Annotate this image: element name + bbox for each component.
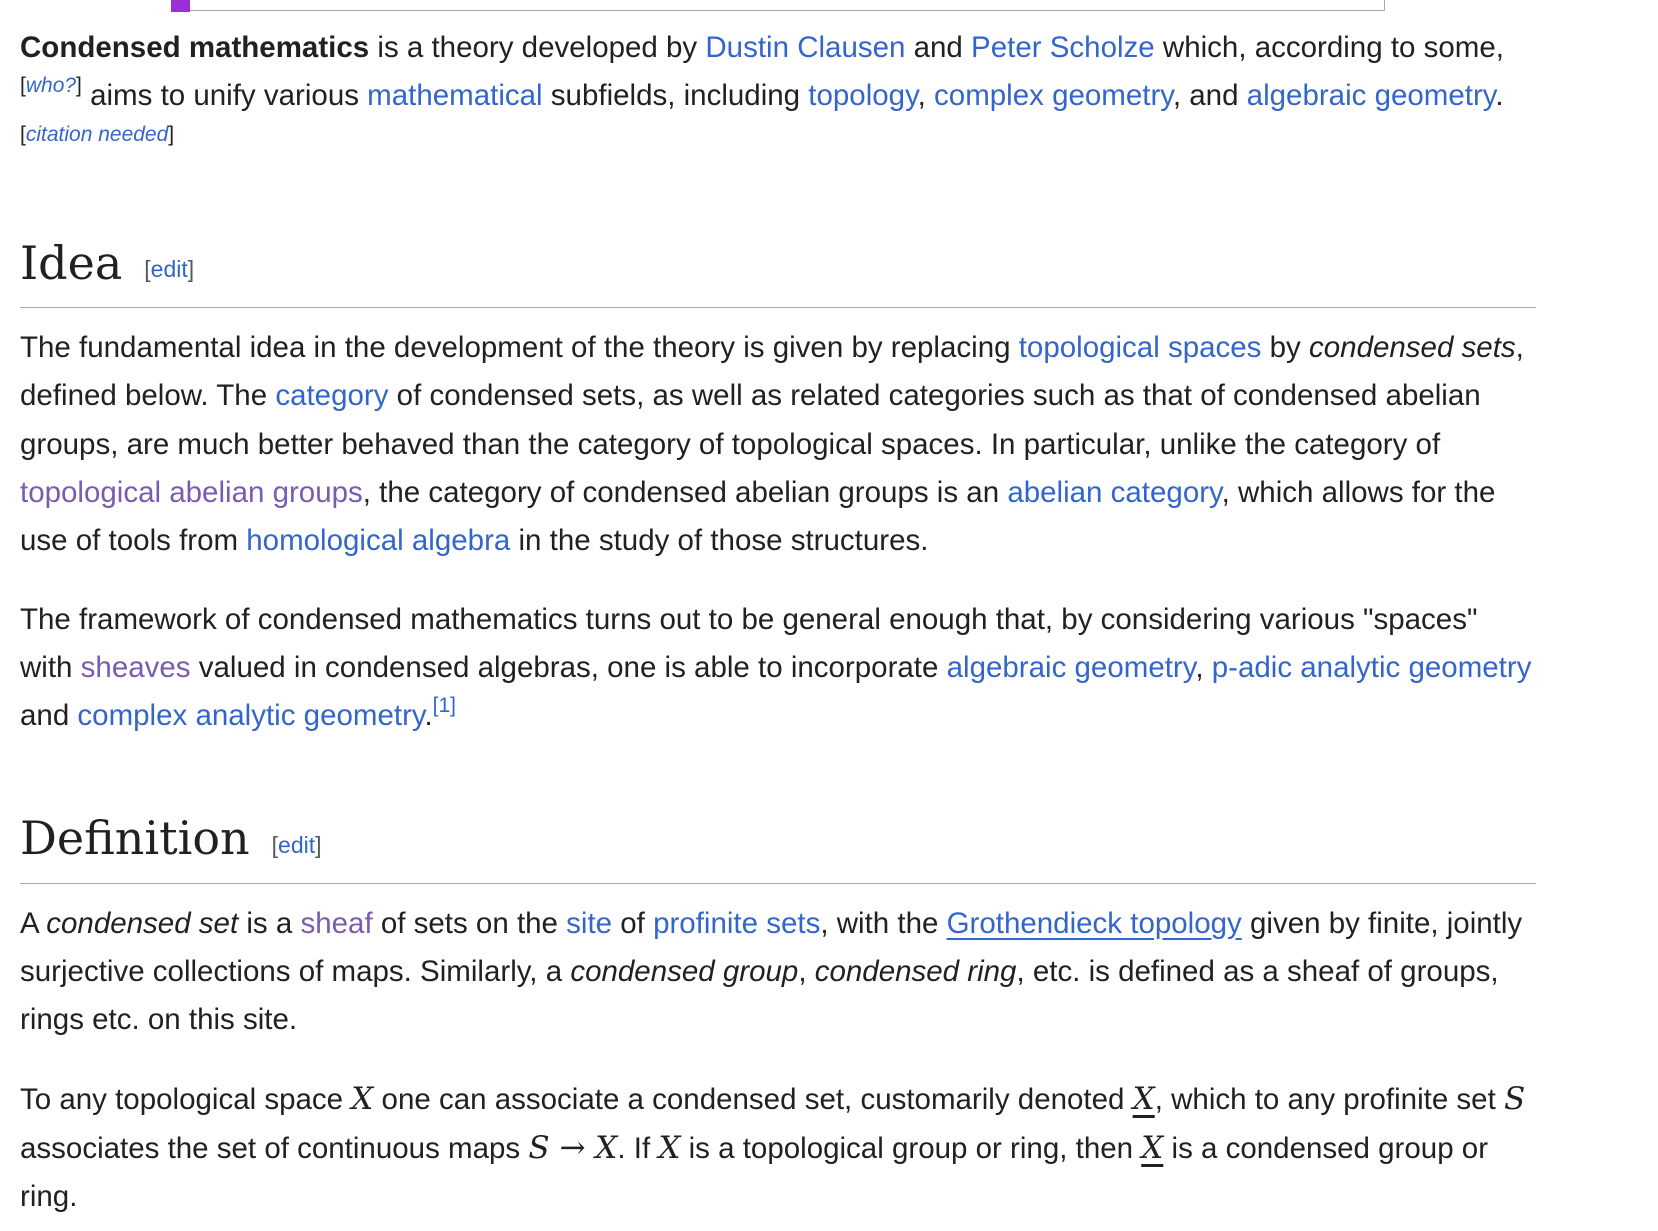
link-category[interactable]: category xyxy=(275,379,389,413)
link-profinite-sets[interactable]: profinite sets xyxy=(653,906,821,940)
link-dustin-clausen[interactable]: Dustin Clausen xyxy=(705,31,906,64)
link-complex-geometry[interactable]: complex geometry xyxy=(934,79,1173,113)
edit-section-definition: [edit] xyxy=(271,831,322,858)
section-heading-idea: Idea [edit] xyxy=(20,231,1536,308)
link-sheaf[interactable]: sheaf xyxy=(300,906,373,940)
edit-section-idea: [edit] xyxy=(144,256,195,283)
link-complex-analytic-geometry[interactable]: complex analytic geometry xyxy=(77,699,425,733)
citation-needed-tag: [citation needed] xyxy=(20,122,175,146)
arrow-symbol: → xyxy=(549,1129,596,1166)
math-X-underlined-2: X xyxy=(1141,1129,1164,1166)
reference-1-link[interactable]: [1] xyxy=(432,694,457,718)
link-mathematical[interactable]: mathematical xyxy=(367,79,543,113)
who-link[interactable]: who? xyxy=(25,74,77,98)
link-grothendieck-topology[interactable]: Grothendieck topology xyxy=(946,906,1242,940)
math-X: X xyxy=(351,1080,374,1117)
edit-link-idea[interactable]: edit xyxy=(150,256,188,283)
article-subject: Condensed mathematics xyxy=(20,31,370,64)
idea-paragraph-2: The framework of condensed mathematics turns out to be general enough that, by considering various "spaces" with sheaves valued in condensed algebras, one is able to incorporate algebraic geometry, p-adic analytic geometry and complex analytic geometry.[1] xyxy=(20,602,1532,733)
math-X-underlined: X xyxy=(1132,1080,1155,1117)
infobox-bottom-edge xyxy=(171,0,1385,11)
link-algebraic-geometry-2[interactable]: algebraic geometry xyxy=(946,650,1196,684)
link-sheaves[interactable]: sheaves xyxy=(80,650,191,684)
math-X-map: X xyxy=(595,1129,618,1166)
math-S: S xyxy=(1503,1080,1526,1117)
link-algebraic-geometry[interactable]: algebraic geometry xyxy=(1246,79,1496,113)
article-content xyxy=(20,24,1536,1221)
definition-paragraph-1: A condensed set is a sheaf of sets on the site of profinite sets, with the Grothendieck topology given by finite, jointly surjective collections of maps. Similarly, a condensed group, condensed ring, etc. is defined as a sheaf of groups, rings etc. on this site. xyxy=(20,906,1523,1037)
idea-paragraph-1: The fundamental idea in the development of the theory is given by replacing topological spaces by condensed sets, defined below. The category of condensed sets, as well as related categories such as that of condensed abelian groups, are much better behaved than the category of topological spaces. In particular, unlike the category of topological abelian groups, the category of condensed abelian groups is an abelian category, which allows for the use of tools from homological algebra in the study of those structures. xyxy=(20,331,1524,558)
link-topological-abelian-groups[interactable]: topological abelian groups xyxy=(20,475,363,509)
link-abelian-category[interactable]: abelian category xyxy=(1007,475,1222,509)
link-topology[interactable]: topology xyxy=(808,79,918,113)
link-p-adic-analytic-geometry[interactable]: p-adic analytic geometry xyxy=(1211,650,1532,684)
math-S-map: S xyxy=(528,1129,550,1166)
math-X-group: X xyxy=(658,1129,681,1166)
citation-needed-link[interactable]: citation needed xyxy=(25,122,169,146)
lead-paragraph: Condensed mathematics is a theory developed by Dustin Clausen and Peter Scholze which, according to some,[who?] aims to unify various mathematical subfields, including topology, complex geometry, and algebraic geometry.[citation needed] xyxy=(20,31,1504,146)
section-heading-definition: Definition [edit] xyxy=(20,806,1536,883)
edit-link-definition[interactable]: edit xyxy=(278,831,316,858)
definition-paragraph-2: To any topological space X one can associate a condensed set, customarily denoted X, which to any profinite set S associates the set of continuous maps S → X. If X is a topological group or ring, then X is a condensed group or ring. xyxy=(20,1080,1526,1214)
link-topological-spaces[interactable]: topological spaces xyxy=(1018,331,1262,365)
infobox-accent-strip xyxy=(171,0,190,12)
who-tag: [who?] xyxy=(20,74,82,98)
link-site[interactable]: site xyxy=(566,906,613,940)
link-homological-algebra[interactable]: homological algebra xyxy=(246,524,511,558)
link-peter-scholze[interactable]: Peter Scholze xyxy=(971,31,1155,64)
